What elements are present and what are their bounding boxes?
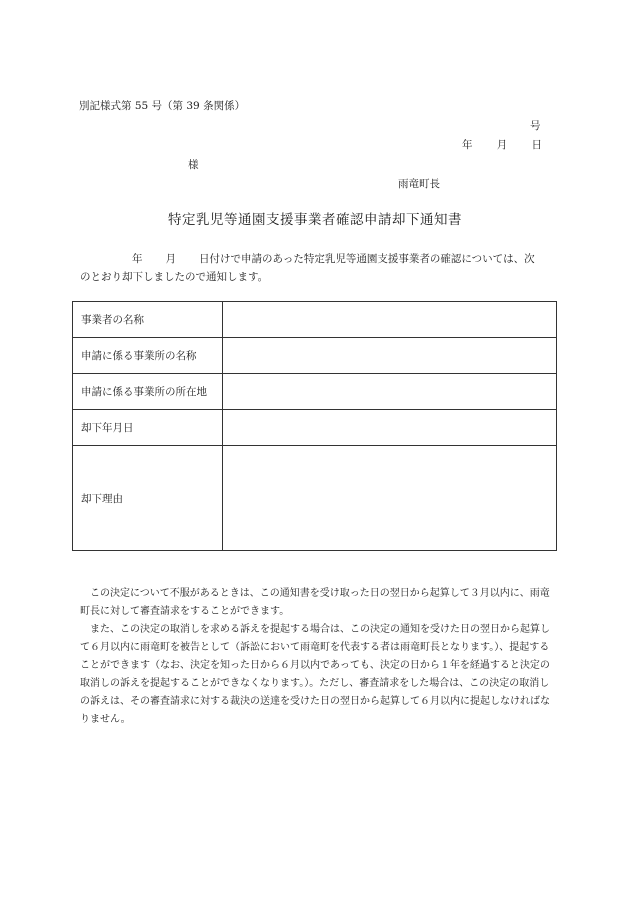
row-value [223,374,557,410]
intro-paragraph [80,250,552,286]
addressee-honorific: 様 [188,159,199,171]
row-label: 事業者の名称 [73,302,223,338]
row-value [223,446,557,551]
row-label: 申請に係る事業所の所在地 [73,374,223,410]
date-day: 日 [531,139,542,151]
document-title: 特定乳児等通園支援事業者確認申請却下通知書 [168,212,462,228]
date-month: 月 [496,139,508,151]
table-row [73,374,557,410]
lawsuit-note-paragraph: また、この決定の取消しを求める訴えを提起する場合は、この決定の通知を受けた日の翌日から起算して６月以内に雨竜町を被告として（訴訟において雨竜町を代表する者は雨竜町長となります。）、提起することができます（なお、決定を知った日から６月以内であっても、決定の日から１年を経過すると決定の取消しの訴えを提起することができなくなります。）。ただし、審査請求をした場合は、この決定の取消しの訴えは、その審査請求に対する裁決の送達を受けた日の翌日から起算して６月以内に提起しなければなりません。 [80,624,550,725]
intro-line1-text: 日付けで申請のあった特定乳児等通園支援事業者の確認については、次 [199,253,535,265]
issuer-name: 雨竜町長 [398,178,440,190]
date-year: 年 [462,139,473,151]
application-info-table [72,301,557,551]
row-value [223,302,557,338]
row-label: 申請に係る事業所の名称 [73,338,223,374]
row-value [223,338,557,374]
form-label: 別記様式第 55 号（第 39 条関係） [79,100,246,112]
table-row [73,446,557,551]
appeal-note-paragraph: この決定について不服があるときは、この通知書を受け取った日の翌日から起算して３月以内に、雨竜町長に対して審査請求をすることができます。 [80,588,550,617]
table-row [73,338,557,374]
row-value [223,410,557,446]
table-row [73,302,557,338]
intro-month: 月 [165,253,176,265]
row-label: 却下年月日 [73,410,223,446]
document-number-mark: 号 [530,120,541,132]
row-label: 却下理由 [73,446,223,551]
issue-date-line [462,138,542,152]
intro-line2-text: のとおり却下しましたので通知します。 [80,271,269,283]
appeal-notes [80,585,552,729]
table-row [73,410,557,446]
intro-year: 年 [132,253,143,265]
